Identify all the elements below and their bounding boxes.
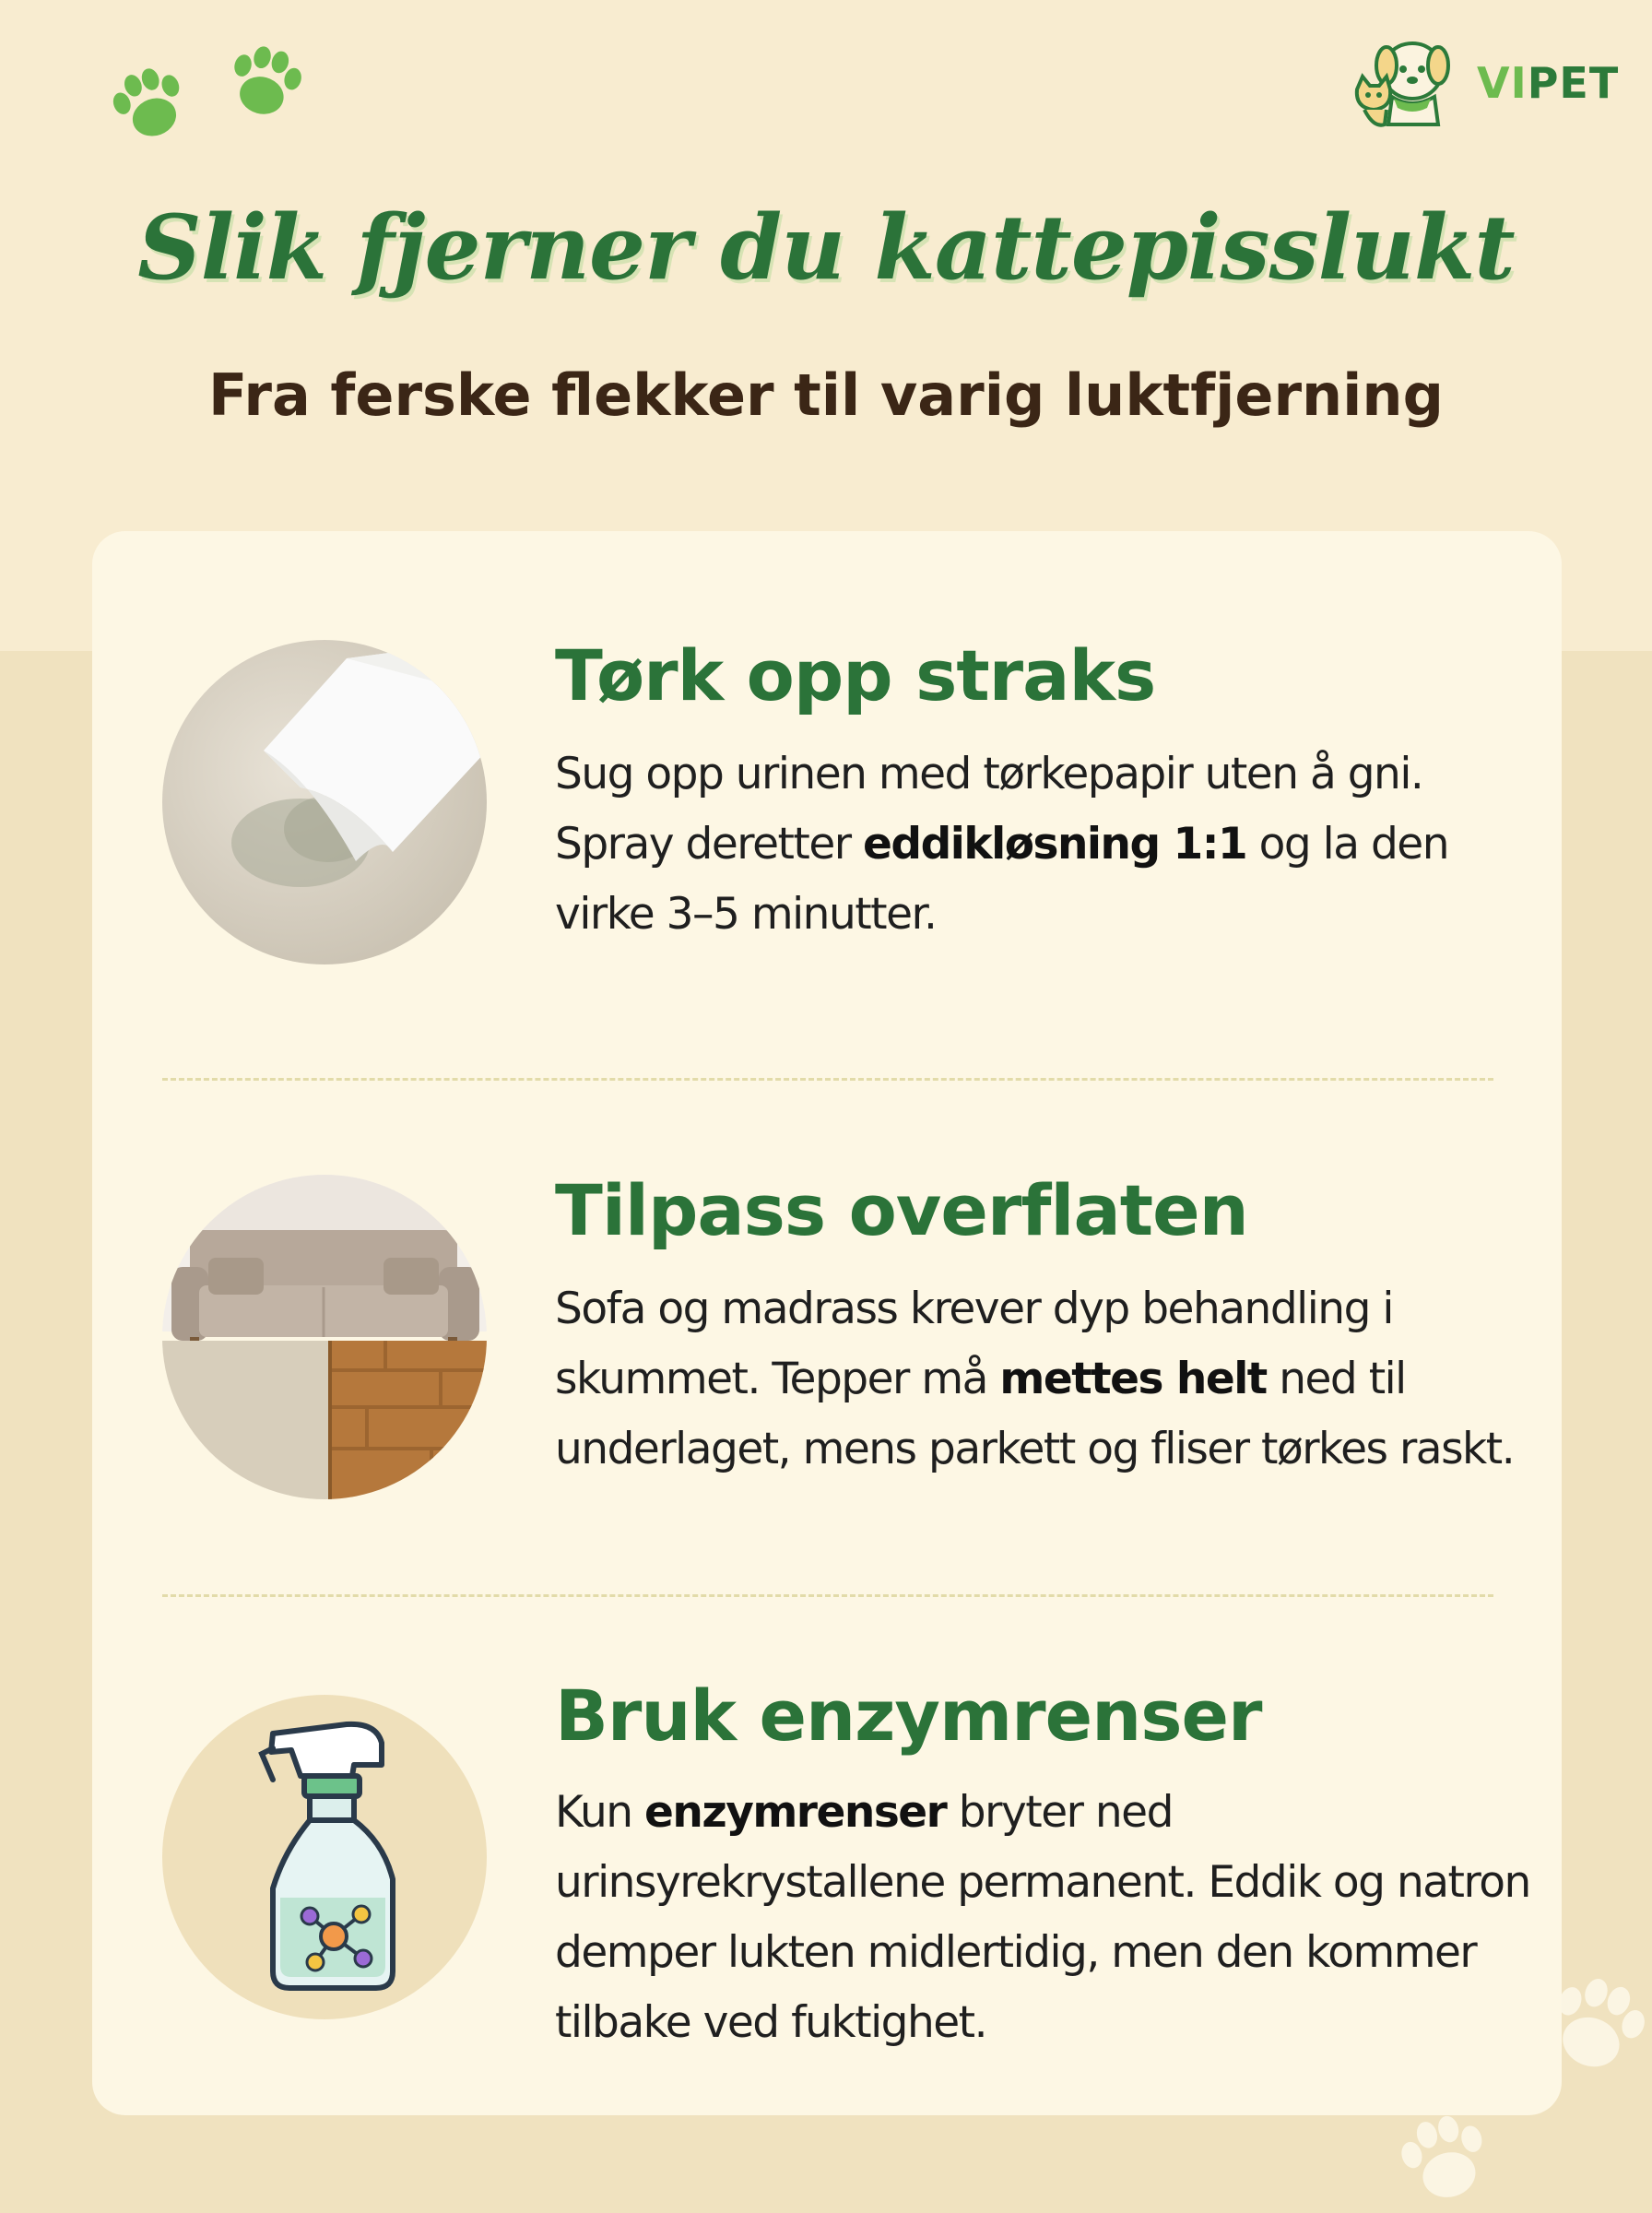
step-1-emphasis: eddikløsning 1:1 — [863, 819, 1247, 870]
spray-bottle-image — [162, 1695, 487, 2019]
step-3-title: Bruk enzymrenser — [555, 1675, 1262, 1757]
step-2-emphasis: mettes helt — [999, 1354, 1267, 1404]
page-subtitle: Fra ferske flekker til varig luktfjerning — [208, 361, 1444, 429]
paw-print-icon — [103, 57, 195, 149]
step-3-emphasis: enzymrenser — [644, 1787, 947, 1838]
brand-name-vi: VI — [1477, 58, 1528, 108]
step-2-text: Sofa og madrass krever dyp behandling i skummet. Tepper må — [555, 1284, 1393, 1404]
step-2-body — [555, 1274, 1532, 1485]
divider — [162, 1594, 1493, 1597]
spray-bottle-icon — [162, 1695, 487, 2019]
step-2-title: Tilpass overflaten — [555, 1169, 1248, 1251]
paw-print-icon — [219, 35, 312, 127]
step-1-title: Tørk opp straks — [555, 634, 1156, 716]
steps-card — [92, 531, 1562, 2115]
divider — [162, 1078, 1493, 1081]
sofa-and-floor-image — [162, 1175, 487, 1499]
dog-and-cat-logo-icon — [1339, 32, 1468, 134]
paw-print-icon — [1385, 2102, 1504, 2213]
step-3-text: Kun — [555, 1787, 644, 1838]
page-title: Slik fjerner du kattepisslukt — [137, 195, 1515, 300]
brand-name-pet: PET — [1527, 58, 1620, 108]
brand-logo[interactable] — [1339, 28, 1634, 138]
step-1-text: Sug opp urinen med tørkepapir uten å gni. Spray deretter — [555, 749, 1423, 870]
step-3-text-end: bryter ned urinsyrekrystallene permanent. Eddik og natron demper lukten midlertidig, men den kommer tilbake ved fuktighet. — [555, 1787, 1530, 2048]
brand-name — [1477, 58, 1619, 108]
step-1-text-end: og la den virke 3–5 minutter. — [555, 819, 1449, 940]
paper-towel-image — [162, 640, 487, 964]
step-2-text-end: ned til underlaget, mens parkett og fliser tørkes raskt. — [555, 1354, 1515, 1474]
step-3-body — [555, 1778, 1532, 2058]
step-1-body — [555, 740, 1532, 950]
